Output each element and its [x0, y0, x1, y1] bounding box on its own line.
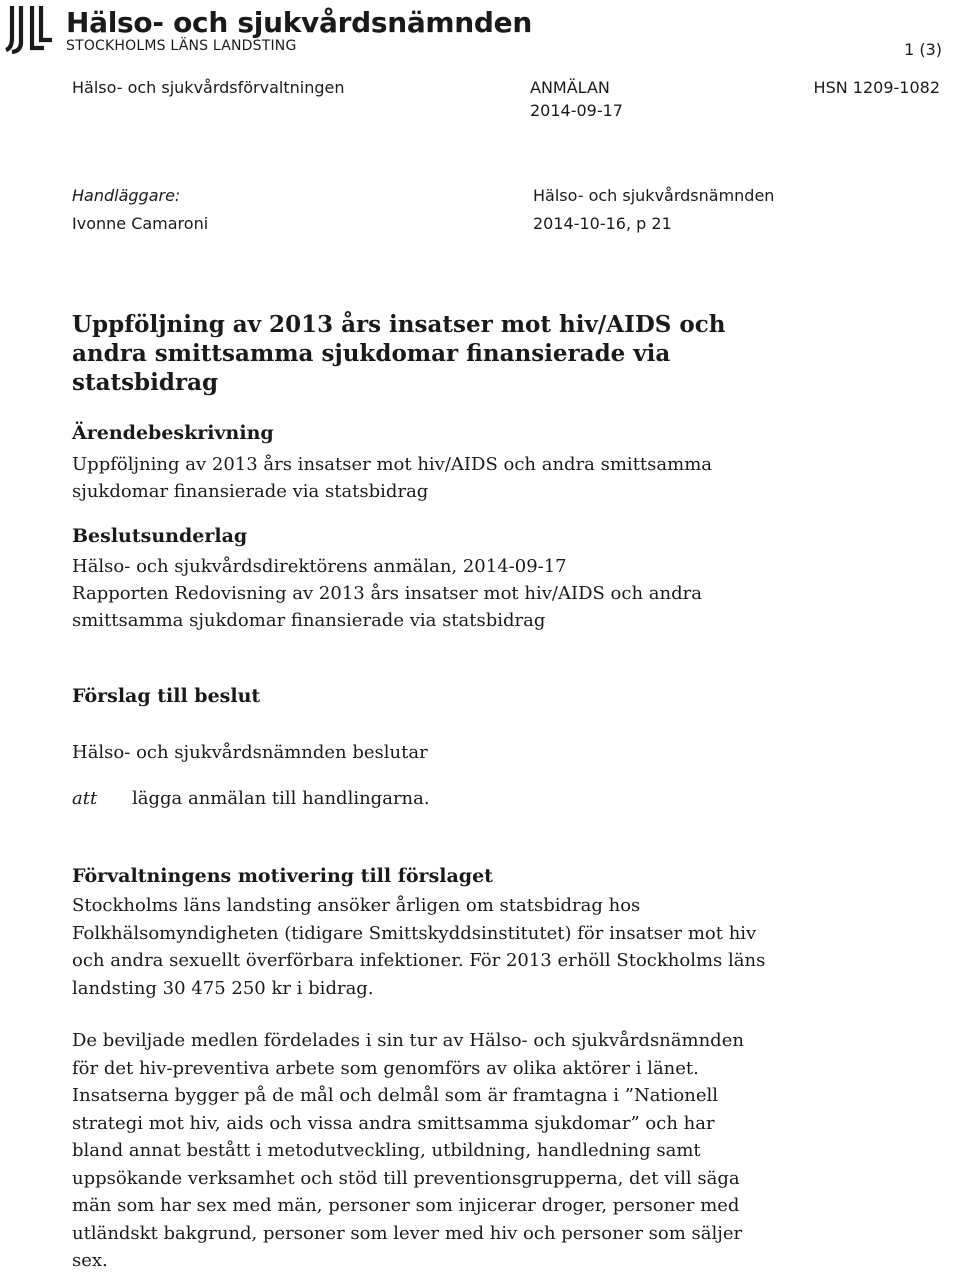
text-line: Insatserna bygger på de mål och delmål som är framtagna i ”Nationell: [72, 1085, 719, 1106]
text-line: män som har sex med män, personer som injicerar droger, personer med: [72, 1195, 740, 1216]
text-line: Uppföljning av 2013 års insatser mot hiv/AIDS och andra smittsamma: [72, 454, 712, 475]
motivering-heading: Förvaltningens motivering till förslaget: [72, 865, 493, 887]
beslutsunderlag-heading: Beslutsunderlag: [72, 525, 248, 547]
handler-name: Ivonne Camaroni: [72, 214, 209, 233]
text-line: uppsökande verksamhet och stöd till preventionsgrupperna, det vill säga: [72, 1167, 740, 1189]
text-line: De beviljade medlen fördelades i sin tur av Hälso- och sjukvårdsnämnden: [72, 1030, 744, 1051]
header-diary-number: HSN 1209-1082: [813, 78, 940, 97]
beslutsunderlag-text: [72, 553, 702, 634]
text-line: bland annat bestått i metodutveckling, utbildning, handledning samt: [72, 1140, 701, 1161]
page-number: 1 (3): [904, 40, 942, 59]
text-line: sex.: [72, 1250, 108, 1271]
text-line: sjukdomar finansierade via statsbidrag: [72, 481, 429, 502]
logo-title: Hälso- och sjukvårdsnämnden: [66, 6, 532, 39]
text-line: Hälso- och sjukvårdsdirektörens anmälan, 2014-09-17: [72, 556, 567, 577]
title-line: statsbidrag: [72, 369, 219, 396]
header-org: Hälso- och sjukvårdsförvaltningen: [72, 78, 345, 97]
text-line: och andra sexuellt överförbara infektioner. För 2013 erhöll Stockholms läns: [72, 950, 766, 971]
title-line: andra smittsamma sjukdomar finansierade via: [72, 340, 671, 367]
header-doc-type: ANMÄLAN: [530, 78, 610, 97]
text-line: för det hiv-preventiva arbete som genomförs av olika aktörer i länet.: [72, 1057, 699, 1079]
text-line: Folkhälsomyndigheten (tidigare Smittskyddsinstitutet) för insatser mot hiv: [72, 922, 757, 944]
text-line: Stockholms läns landsting ansöker årligen om statsbidrag hos: [72, 895, 641, 916]
county-council-logo-icon: [4, 4, 56, 54]
forslag-intro: Hälso- och sjukvårdsnämnden beslutar: [72, 742, 428, 763]
arende-heading: Ärendebeskrivning: [72, 422, 274, 444]
board-name: Hälso- och sjukvårdsnämnden: [533, 186, 775, 205]
text-line: strategi mot hiv, aids och vissa andra smittsamma sjukdomar” och har: [72, 1112, 715, 1134]
att-text: lägga anmälan till handlingarna.: [132, 788, 430, 809]
document-title: [72, 310, 892, 397]
text-line: landsting 30 475 250 kr i bidrag.: [72, 977, 374, 999]
motivering-paragraph-2: [72, 1027, 744, 1275]
arende-text: [72, 451, 712, 505]
motivering-paragraph-1: [72, 892, 765, 1002]
text-line: smittsamma sjukdomar finansierade via statsbidrag: [72, 610, 546, 631]
text-line: Rapporten Redovisning av 2013 års insatser mot hiv/AIDS och andra: [72, 583, 702, 604]
meeting-reference: 2014-10-16, p 21: [533, 214, 672, 233]
title-line: Uppföljning av 2013 års insatser mot hiv/AIDS och: [72, 311, 726, 338]
header-doc-date: 2014-09-17: [530, 101, 623, 120]
handler-label: Handläggare:: [72, 186, 181, 205]
logo-subtitle: STOCKHOLMS LÄNS LANDSTING: [66, 38, 297, 54]
att-label: att: [72, 788, 98, 809]
forslag-heading: Förslag till beslut: [72, 685, 261, 707]
text-line: utländskt bakgrund, personer som lever med hiv och personer som säljer: [72, 1222, 743, 1244]
